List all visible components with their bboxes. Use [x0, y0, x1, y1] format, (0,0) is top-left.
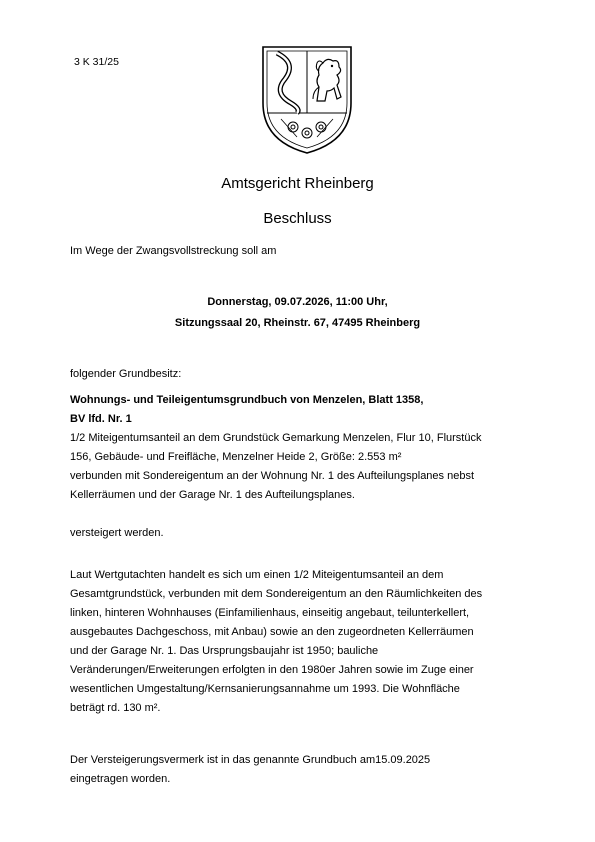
property-description-line: Kellerräumen und der Garage Nr. 1 des Aufteilungsplanes.	[70, 489, 355, 501]
appointment-date-time: Donnerstag, 09.07.2026, 11:00 Uhr,	[207, 296, 388, 308]
valuation-paragraph	[70, 566, 540, 718]
valuation-line: linken, hinteren Wohnhauses (Einfamilienhaus, einseitig angebaut, teilunterkellert,	[70, 607, 470, 619]
property-label: folgender Grundbesitz:	[70, 368, 182, 380]
property-description-line: 156, Gebäude- und Freifläche, Menzelner Heide 2, Größe: 2.553 m²	[70, 451, 402, 463]
property-description	[70, 429, 540, 505]
valuation-line: Veränderungen/Erweiterungen erfolgten in den 1980er Jahren sowie im Zuge einer	[70, 664, 474, 676]
valuation-line: ausgebautes Dachgeschoss, mit Anbau) sowie an den zugeordneten Kellerräumen	[70, 626, 474, 638]
court-name: Amtsgericht Rheinberg	[221, 175, 374, 192]
nrw-coat-of-arms-icon	[257, 41, 357, 157]
appointment-location: Sitzungssaal 20, Rheinstr. 67, 47495 Rheinberg	[174, 317, 421, 329]
valuation-line: und der Garage Nr. 1. Das Ursprungsbaujahr ist 1950; bauliche	[70, 645, 379, 657]
valuation-line: beträgt rd. 130 m².	[70, 702, 161, 714]
valuation-line: Gesamtgrundstück, verbunden mit dem Sondereigentum an den Räumlichkeiten des	[70, 588, 483, 600]
registration-line: eingetragen worden.	[70, 773, 171, 785]
auction-text: versteigert werden.	[70, 527, 164, 539]
registration-line: Der Versteigerungsvermerk ist in das genannte Grundbuch am15.09.2025	[70, 754, 431, 766]
valuation-line: Laut Wertgutachten handelt es sich um einen 1/2 Miteigentumsanteil an dem	[70, 569, 444, 581]
property-description-line: verbunden mit Sondereigentum an der Wohnung Nr. 1 des Aufteilungsplanes nebst	[70, 470, 475, 482]
appointment	[0, 292, 595, 334]
intro-text: Im Wege der Zwangsvollstreckung soll am	[70, 245, 277, 257]
case-number: 3 K 31/25	[74, 56, 119, 68]
valuation-line: wesentlichen Umgestaltung/Kernsanierungsannahme um 1993. Die Wohnfläche	[70, 683, 460, 695]
property-title-line: Wohnungs- und Teileigentumsgrundbuch von Menzelen, Blatt 1358,	[70, 394, 424, 406]
property-title	[70, 391, 423, 429]
document-title: Beschluss	[263, 210, 332, 227]
property-description-line: 1/2 Miteigentumsanteil an dem Grundstück Gemarkung Menzelen, Flur 10, Flurstück	[70, 432, 482, 444]
property-title-line: BV lfd. Nr. 1	[70, 413, 132, 425]
registration-paragraph	[70, 751, 540, 789]
